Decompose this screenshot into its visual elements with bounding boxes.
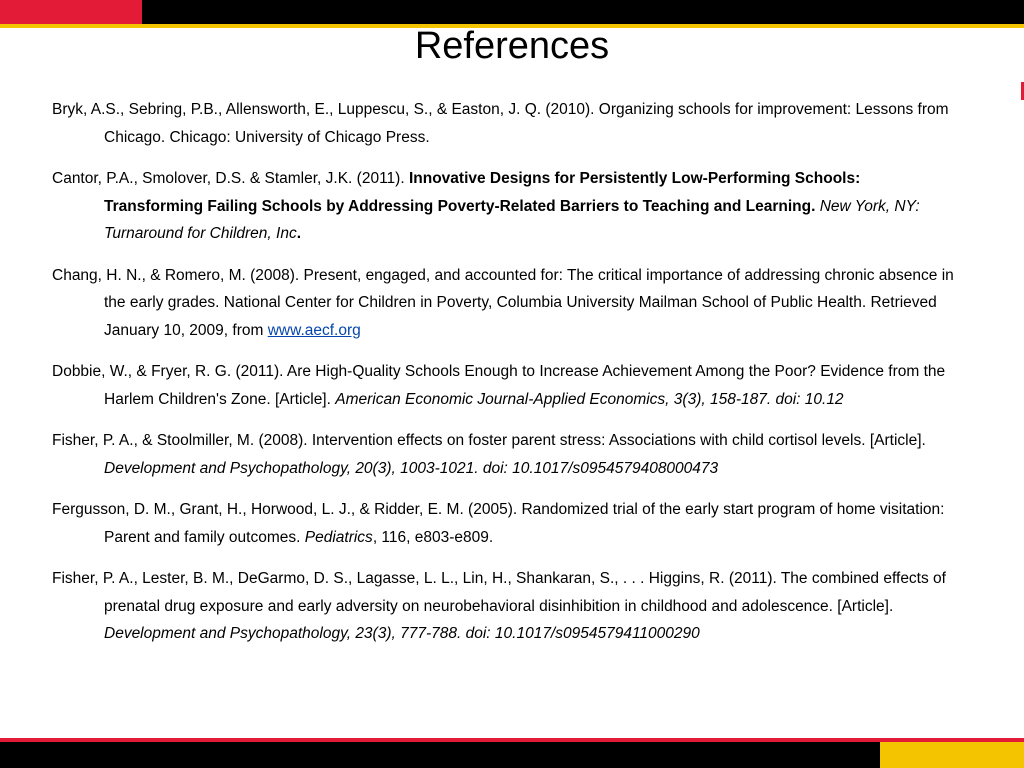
reference-item — [52, 427, 962, 482]
reference-source-italic: New York, NY: Turnaround for Children, Inc — [104, 197, 920, 242]
references-list — [52, 96, 962, 662]
reference-source-italic: Pediatrics — [304, 528, 373, 546]
reference-text: Cantor, P.A., Smolover, D.S. & Stamler, J.K. (2011). — [52, 170, 409, 187]
reference-text: Fisher, P. A., & Stoolmiller, M. (2008). Intervention effects on foster parent stress: Associations with child cortisol levels. [Article]. — [52, 432, 926, 449]
reference-title-bold: Innovative Designs for Persistently Low-Performing Schools: Transforming Failing Schools by Addressing Poverty-Related Barriers to Teaching and Learning. — [104, 170, 861, 215]
reference-item — [52, 496, 962, 551]
reference-item — [52, 565, 962, 648]
reference-text: Fergusson, D. M., Grant, H., Horwood, L. J., & Ridder, E. M. (2005). Randomized trial of the early start program of home visitation: Parent and family outcomes. — [52, 501, 945, 546]
reference-end-punctuation: . — [296, 225, 302, 242]
top-banner — [0, 0, 1024, 24]
reference-item — [52, 165, 962, 248]
reference-source-italic: Development and Psychopathology, 20(3), 1003-1021. doi: 10.1017/s0954579408000473 — [104, 459, 719, 477]
reference-item — [52, 96, 962, 151]
bottom-banner-yellow-block — [880, 742, 1024, 768]
slide-title: References — [414, 25, 610, 67]
reference-text-tail: , 116, e803-e809. — [372, 528, 494, 546]
reference-link[interactable]: www.aecf.org — [267, 321, 361, 339]
bottom-banner — [0, 742, 1024, 768]
reference-source-italic: Development and Psychopathology, 23(3), 777-788. doi: 10.1017/s0954579411000290 — [104, 625, 700, 642]
reference-text: Bryk, A.S., Sebring, P.B., Allensworth, E., Luppescu, S., & Easton, J. Q. (2010). Organizing schools for improvement: Lessons from Chicago. Chicago: University of Chicago Press. — [52, 101, 949, 146]
reference-text: Fisher, P. A., Lester, B. M., DeGarmo, D. S., Lagasse, L. L., Lin, H., Shankaran, S., . . . Higgins, R. (2011). The combined effects of prenatal drug exposure and early adversity on neurobehavioral disinhibition in childhood and adolescence. [Article]. — [52, 570, 946, 615]
reference-item — [52, 262, 962, 345]
reference-source-italic: American Economic Journal-Applied Economics, 3(3), 158-187. doi: 10.12 — [335, 390, 844, 408]
top-banner-red-block — [0, 0, 142, 24]
reference-text: Chang, H. N., & Romero, M. (2008). Present, engaged, and accounted for: The critical importance of addressing chronic absence in the early grades. National Center for Children in Poverty, Columbia University Mailman School of Public Health. Retrieved January 10, 2009, from — [52, 266, 954, 339]
reference-item — [52, 358, 962, 413]
reference-text: Dobbie, W., & Fryer, R. G. (2011). Are High-Quality Schools Enough to Increase Achievement Among the Poor? Evidence from the Harlem Children's Zone. [Article]. — [52, 363, 946, 408]
